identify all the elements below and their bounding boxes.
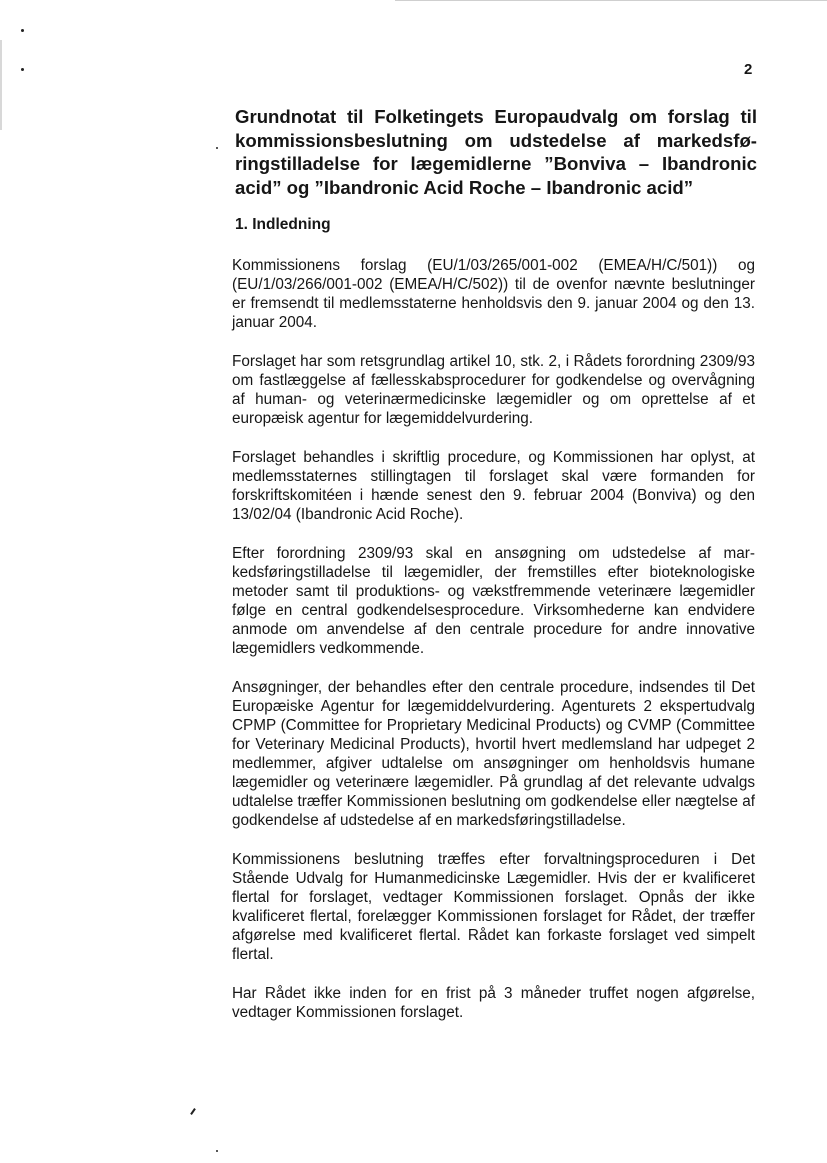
paragraph: Forslaget behandles i skriftlig procedure, og Kommissionen har oplyst, at medlemsstaternes stillingtagen til forslaget skal være formanden for forskriftskomitéen i hænde senest den 9. februar 2004 (Bonviva) og den 13/02/04 (Ibandronic Acid Roche).	[232, 449, 755, 523]
scan-speck	[21, 68, 24, 71]
scan-edge-line	[395, 0, 827, 1]
document-title: Grundnotat til Folketingets Europaudvalg om forslag til kommissionsbeslutning om udstedelse af markedsføringstilladelse for lægemidlerne ”Bonviva – Ibandronic acid” og ”Ibandronic Acid Roche – Ibandronic acid”	[235, 106, 757, 198]
scan-edge-shadow	[0, 40, 2, 130]
paragraph: Ansøgninger, der behandles efter den centrale procedure, indsendes til Det Europæiske Agentur for lægemiddelvurdering. Agenturets 2 ekspertudvalg CPMP (Committee for Proprietary Medicinal Products) og CVMP (Committee for Veterinary Medicinal Products), hvortil hvert medlemsland har udpeget 2 medlemmer, afgiver udtalelse om ansøgninger om henholdsvis humane lægemidler og veterinære lægemidler. På grundlag af det relevante udvalgs udtalelse træffer Kommissionen beslutning om godkendelse eller nægtelse af godkendelse af udstedelse af en markedsføringstilladelse.	[232, 679, 755, 829]
scan-speck	[190, 1108, 196, 1115]
paragraph: Efter forordning 2309/93 skal en ansøgning om udstedelse af markedsføringstilladelse til lægemidler, der fremstilles efter bioteknologiske metoder samt til produktions- og vækstfremmende veterinære lægemidler følge en central godkendelsesprocedure. Virksomhederne kan endvidere anmode om anvendelse af den centrale procedure for andre innovative lægemidlers vedkommende.	[232, 545, 755, 657]
section-heading: 1. Indledning	[235, 216, 331, 233]
paragraph: Har Rådet ikke inden for en frist på 3 måneder truffet nogen afgørelse, vedtager Kommissionen forslaget.	[232, 985, 755, 1021]
paragraph: Kommissionens forslag (EU/1/03/265/001-002 (EMEA/H/C/501)) og (EU/1/03/266/001-002 (EMEA/H/C/502)) til de ovenfor nævnte beslutninger er fremsendt til medlemsstaterne henholdsvis den 9. januar 2004 og den 13. januar 2004.	[232, 257, 755, 331]
page-number: 2	[744, 61, 753, 78]
scan-speck	[216, 147, 218, 149]
body-text	[232, 256, 755, 1042]
scan-speck	[216, 1150, 218, 1152]
scan-speck	[21, 29, 24, 32]
paragraph: Kommissionens beslutning træffes efter forvaltningsproceduren i Det Stående Udvalg for Humanmedicinske Lægemidler. Hvis der er kvalificeret flertal for forslaget, vedtager Kommissionen forslaget. Opnås der ikke kvalificeret flertal, forelægger Kommissionen forslaget for Rådet, der træffer afgørelse med kvalificeret flertal. Rådet kan forkaste forslaget ved simpelt flertal.	[232, 851, 755, 963]
paragraph: Forslaget har som retsgrundlag artikel 10, stk. 2, i Rådets forordning 2309/93 om fastlæggelse af fællesskabsprocedurer for godkendelse og overvågning af human- og veterinærmedicinske lægemidler og om oprettelse af et europæisk agentur for lægemiddelvurdering.	[232, 353, 755, 427]
